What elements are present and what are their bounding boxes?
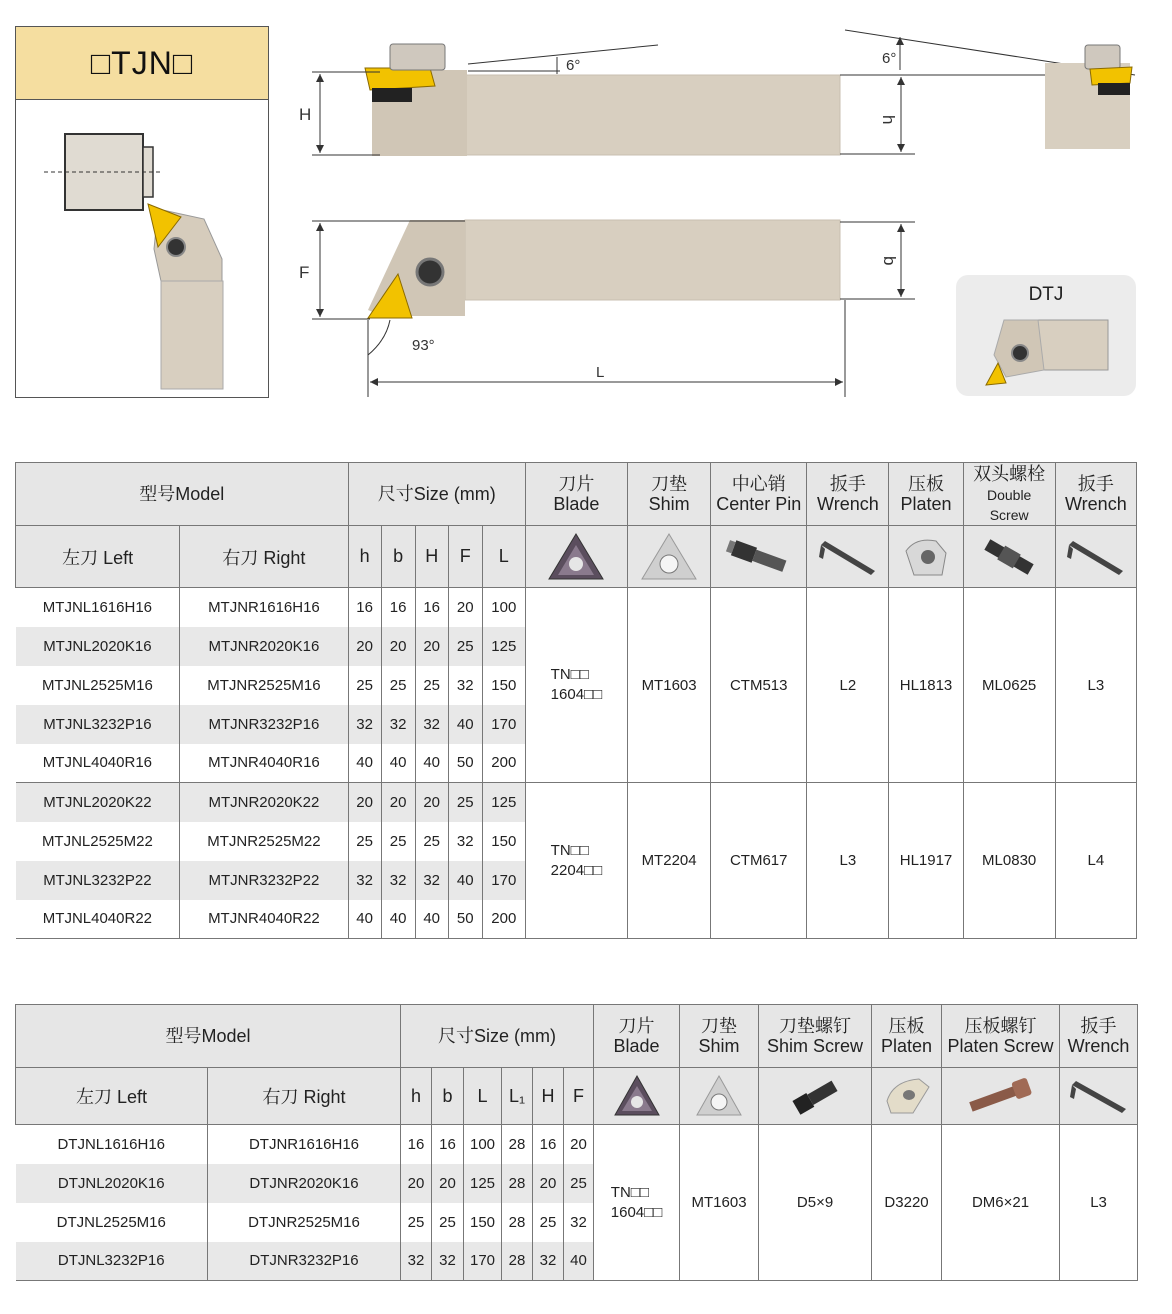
right-model: DTJNR3232P16 — [208, 1242, 401, 1281]
val-h: 32 — [348, 861, 381, 900]
right-model: MTJNR2020K16 — [180, 627, 348, 666]
shim-icon — [628, 526, 711, 588]
val-b: 25 — [381, 666, 415, 705]
val-b: 32 — [432, 1242, 464, 1281]
right-model: MTJNR1616H16 — [180, 588, 348, 627]
val-L: 150 — [482, 822, 525, 861]
tool-orientation-sketch — [16, 99, 268, 397]
left-model: DTJNL1616H16 — [16, 1125, 208, 1164]
wrench2-icon — [1055, 526, 1136, 588]
val-h: 20 — [348, 627, 381, 666]
dtj-card-title: DTJ — [1028, 284, 1064, 305]
shim-cell: MT1603 — [628, 588, 711, 783]
val-h: 32 — [401, 1242, 432, 1281]
blade-header: 刀片 Blade — [594, 1005, 680, 1068]
right-model: MTJNR3232P22 — [180, 861, 348, 900]
val-F: 50 — [448, 744, 482, 783]
model-header: 型号Model — [16, 463, 349, 526]
val-H: 25 — [415, 822, 448, 861]
val-F: 25 — [564, 1164, 594, 1203]
col-b: b — [432, 1068, 464, 1125]
val-H: 20 — [415, 627, 448, 666]
val-L: 150 — [464, 1203, 502, 1242]
wrench-header: 扳手 Wrench — [807, 463, 889, 526]
val-b: 20 — [432, 1164, 464, 1203]
right-header: 右刀 Right — [208, 1068, 401, 1125]
col-H: H — [533, 1068, 564, 1125]
title-box — [15, 26, 269, 398]
wrench2-header: 扳手 Wrench — [1055, 463, 1136, 526]
val-H: 40 — [415, 900, 448, 939]
val-b: 20 — [381, 627, 415, 666]
val-F: 40 — [448, 705, 482, 744]
label-b: b — [880, 256, 899, 266]
val-F: 32 — [448, 666, 482, 705]
platen-icon — [889, 526, 963, 588]
val-H: 25 — [415, 666, 448, 705]
platen-header: 压板 Platen — [889, 463, 963, 526]
label-H: H — [299, 105, 312, 124]
val-h: 25 — [348, 666, 381, 705]
col-L1: L₁ — [502, 1068, 533, 1125]
page-title: □TJN□ — [16, 27, 268, 100]
double-screw-icon — [963, 526, 1055, 588]
size-header: 尺寸Size (mm) — [348, 463, 525, 526]
platen-screw-header: 压板螺钉 Platen Screw — [942, 1005, 1060, 1068]
insert-icon — [594, 1068, 680, 1125]
val-L: 100 — [464, 1125, 502, 1164]
val-F: 32 — [448, 822, 482, 861]
val-L: 125 — [482, 627, 525, 666]
left-model: MTJNL3232P16 — [16, 705, 180, 744]
val-h: 20 — [401, 1164, 432, 1203]
val-L1: 28 — [502, 1125, 533, 1164]
col-F: F — [564, 1068, 594, 1125]
val-b: 25 — [381, 822, 415, 861]
val-F: 25 — [448, 627, 482, 666]
val-h: 20 — [348, 783, 381, 822]
val-L1: 28 — [502, 1242, 533, 1281]
center-pin-cell: CTM513 — [711, 588, 807, 783]
val-F: 40 — [564, 1242, 594, 1281]
table-row — [16, 783, 1137, 822]
left-model: MTJNL2020K16 — [16, 627, 180, 666]
val-L1: 28 — [502, 1164, 533, 1203]
val-h: 25 — [348, 822, 381, 861]
right-model: MTJNR3232P16 — [180, 705, 348, 744]
right-model: MTJNR4040R16 — [180, 744, 348, 783]
angle-bottom: 93° — [412, 337, 435, 354]
val-H: 25 — [533, 1203, 564, 1242]
val-H: 32 — [415, 861, 448, 900]
platen-screw-icon — [942, 1068, 1060, 1125]
val-F: 20 — [564, 1125, 594, 1164]
left-model: DTJNL2020K16 — [16, 1164, 208, 1203]
val-L: 170 — [464, 1242, 502, 1281]
val-b: 16 — [381, 588, 415, 627]
val-L: 100 — [482, 588, 525, 627]
val-H: 20 — [415, 783, 448, 822]
shim-cell: MT1603 — [680, 1125, 759, 1281]
shim-header: 刀垫 Shim — [680, 1005, 759, 1068]
platen-screw-cell: DM6×21 — [942, 1125, 1060, 1281]
angle-top-left: 6° — [566, 57, 581, 74]
val-H: 32 — [533, 1242, 564, 1281]
right-model: DTJNR2020K16 — [208, 1164, 401, 1203]
center-pin-header: 中心销 Center Pin — [711, 463, 807, 526]
val-H: 32 — [415, 705, 448, 744]
col-h: h — [348, 526, 381, 588]
shim-screw-header: 刀垫螺钉 Shim Screw — [759, 1005, 872, 1068]
col-F: F — [448, 526, 482, 588]
platen-cell: HL1917 — [889, 783, 963, 939]
val-F: 40 — [448, 861, 482, 900]
val-L: 200 — [482, 744, 525, 783]
left-model: MTJNL2020K22 — [16, 783, 180, 822]
center-pin-icon — [711, 526, 807, 588]
platen-cell: HL1813 — [889, 588, 963, 783]
shim-icon — [680, 1068, 759, 1125]
tool-right-view — [840, 25, 1140, 155]
table-row — [16, 1125, 1138, 1164]
table-row — [16, 588, 1137, 627]
val-L: 170 — [482, 705, 525, 744]
val-h: 40 — [348, 744, 381, 783]
size-header: 尺寸Size (mm) — [401, 1005, 594, 1068]
wrench-icon — [807, 526, 889, 588]
left-model: DTJNL2525M16 — [16, 1203, 208, 1242]
left-model: MTJNL2525M22 — [16, 822, 180, 861]
double-screw-header: 双头螺栓 Double Screw — [963, 463, 1055, 526]
val-b: 40 — [381, 900, 415, 939]
dtj-tool-image — [976, 315, 1116, 390]
double-screw-cell: ML0830 — [963, 783, 1055, 939]
right-model: MTJNR2020K22 — [180, 783, 348, 822]
val-H: 16 — [415, 588, 448, 627]
val-F: 32 — [564, 1203, 594, 1242]
val-H: 40 — [415, 744, 448, 783]
right-header: 右刀 Right — [180, 526, 348, 588]
val-b: 25 — [432, 1203, 464, 1242]
right-model: MTJNR4040R22 — [180, 900, 348, 939]
wrench-cell: L3 — [1060, 1125, 1138, 1281]
col-L: L — [464, 1068, 502, 1125]
col-H: H — [415, 526, 448, 588]
val-L: 150 — [482, 666, 525, 705]
val-h: 25 — [401, 1203, 432, 1242]
val-H: 20 — [533, 1164, 564, 1203]
left-model: MTJNL4040R22 — [16, 900, 180, 939]
val-L: 200 — [482, 900, 525, 939]
val-F: 25 — [448, 783, 482, 822]
val-b: 20 — [381, 783, 415, 822]
val-H: 16 — [533, 1125, 564, 1164]
val-h: 16 — [401, 1125, 432, 1164]
left-header: 左刀 Left — [16, 1068, 208, 1125]
val-h: 40 — [348, 900, 381, 939]
left-header: 左刀 Left — [16, 526, 180, 588]
wrench-cell: L3 — [807, 783, 889, 939]
val-h: 16 — [348, 588, 381, 627]
right-model: DTJNR1616H16 — [208, 1125, 401, 1164]
right-model: DTJNR2525M16 — [208, 1203, 401, 1242]
val-L: 125 — [482, 783, 525, 822]
wrench2-cell: L3 — [1055, 588, 1136, 783]
model-header: 型号Model — [16, 1005, 401, 1068]
left-model: DTJNL3232P16 — [16, 1242, 208, 1281]
left-model: MTJNL1616H16 — [16, 588, 180, 627]
shim-screw-icon — [759, 1068, 872, 1125]
blade-cell: TN□□ 1604□□ — [525, 588, 627, 783]
spec-table-mtjn — [15, 462, 1137, 939]
left-model: MTJNL3232P22 — [16, 861, 180, 900]
platen-cell: D3220 — [872, 1125, 942, 1281]
val-L: 125 — [464, 1164, 502, 1203]
left-model: MTJNL2525M16 — [16, 666, 180, 705]
col-h: h — [401, 1068, 432, 1125]
spec-table-dtjn — [15, 1004, 1138, 1281]
wrench-header: 扳手 Wrench — [1060, 1005, 1138, 1068]
platen-header: 压板 Platen — [872, 1005, 942, 1068]
val-b: 40 — [381, 744, 415, 783]
dtj-card — [956, 275, 1136, 396]
val-b: 16 — [432, 1125, 464, 1164]
angle-top-right: 6° — [882, 50, 897, 67]
tool-top-view — [368, 220, 840, 318]
wrench-icon — [1060, 1068, 1138, 1125]
label-L: L — [596, 364, 605, 381]
col-b: b — [381, 526, 415, 588]
val-b: 32 — [381, 705, 415, 744]
wrench2-cell: L4 — [1055, 783, 1136, 939]
blade-header: 刀片 Blade — [525, 463, 627, 526]
wrench-cell: L2 — [807, 588, 889, 783]
double-screw-cell: ML0625 — [963, 588, 1055, 783]
val-F: 20 — [448, 588, 482, 627]
val-F: 50 — [448, 900, 482, 939]
tool-side-view — [365, 44, 840, 156]
insert-icon — [525, 526, 627, 588]
blade-cell: TN□□ 2204□□ — [525, 783, 627, 939]
label-h: h — [879, 115, 898, 125]
val-b: 32 — [381, 861, 415, 900]
platen-icon — [872, 1068, 942, 1125]
shim-cell: MT2204 — [628, 783, 711, 939]
center-pin-cell: CTM617 — [711, 783, 807, 939]
val-L1: 28 — [502, 1203, 533, 1242]
shim-header: 刀垫 Shim — [628, 463, 711, 526]
shim-screw-cell: D5×9 — [759, 1125, 872, 1281]
label-F: F — [299, 263, 310, 282]
val-L: 170 — [482, 861, 525, 900]
blade-cell: TN□□ 1604□□ — [594, 1125, 680, 1281]
right-model: MTJNR2525M22 — [180, 822, 348, 861]
left-model: MTJNL4040R16 — [16, 744, 180, 783]
col-L: L — [482, 526, 525, 588]
val-h: 32 — [348, 705, 381, 744]
right-model: MTJNR2525M16 — [180, 666, 348, 705]
